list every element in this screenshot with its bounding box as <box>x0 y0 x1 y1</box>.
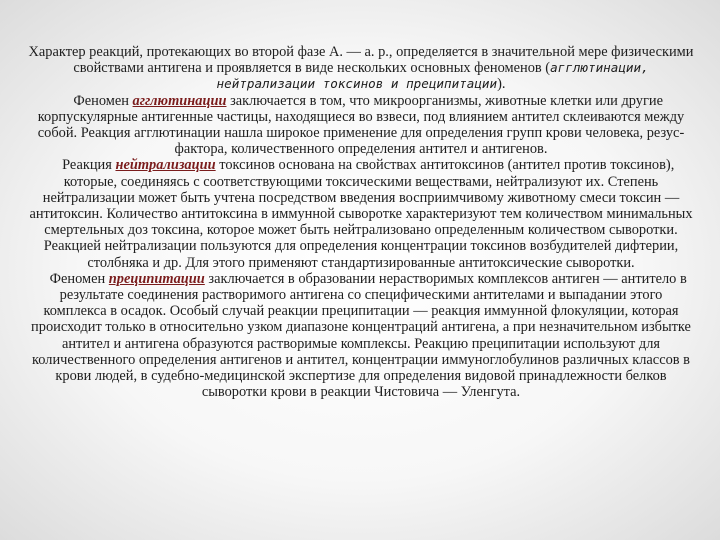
agglutination-term: агглютинации <box>132 92 227 109</box>
phenomena-list: агглютинации, нейтрализации токсинов и преципитации <box>216 60 649 92</box>
agglutination-paragraph <box>28 93 694 158</box>
precipitation-text: заключается в образовании нерастворимых комплексов антиген — антитело в результате соединения растворимого антигена со специфическими антителами и выпадании этого комплекса в осадок. Особый случай реакции преципитации — реакция иммунной флокуляции, которая происходит только в относительно узком диапазоне концентраций антигена, а при незначительном избытке антител и антигена образуются растворимые комплексы. Реакцию преципитации используют для количественного определения антигенов и антител, концентрации иммуноглобулинов различных классов в крови людей, в судебно-медицинской экспертизе для определения видовой принадлежности белков сыворотки крови в реакции Чистовича — Уленгута. <box>31 270 691 401</box>
precipitation-paragraph <box>28 271 694 401</box>
precipitation-lead: Феномен <box>49 270 109 287</box>
slide-text-block <box>28 44 694 400</box>
intro-paragraph <box>28 44 694 93</box>
neutralization-term: нейтрализации <box>115 157 216 174</box>
agglutination-text: заключается в том, что микроорганизмы, животные клетки или другие корпускулярные антигенные частицы, находящиеся во взвеси, под влиянием антител склеиваются между собой. Реакция агглютинации нашла широкое применение для определения групп крови человека, резус-фактора, количественного определения антител и антигенов. <box>37 92 685 158</box>
precipitation-term: преципитации <box>108 270 205 287</box>
intro-text: Характер реакций, протекающих во второй фазе А. — а. р., определяется в значительной мере физическими свойствами антигена и проявляется в виде нескольких основных феноменов ( <box>28 44 694 77</box>
neutralization-paragraph <box>28 157 694 270</box>
neutralization-lead: Реакция <box>62 157 116 174</box>
intro-text-end: ). <box>497 76 506 93</box>
agglutination-lead: Феномен <box>73 92 133 109</box>
neutralization-text: токсинов основана на свойствах антитоксинов (антител против токсинов), которые, соединяясь с соответствующими токсическими веществами, нейтрализуют их. Степень нейтрализации может быть учтена посредством введения восприимчивому животному смеси токсин — антитоксин. Количество антитоксина в иммунной сыворотке характеризуют тем количеством минимальных смертельных доз токсина, которое может быть нейтрализовано определенным количеством сыворотки. Реакцией нейтрализации пользуются для определения концентрации токсинов возбудителей дифтерии, столбняка и др. Для этого применяют стандартизированные антитоксические сыворотки. <box>29 157 693 271</box>
